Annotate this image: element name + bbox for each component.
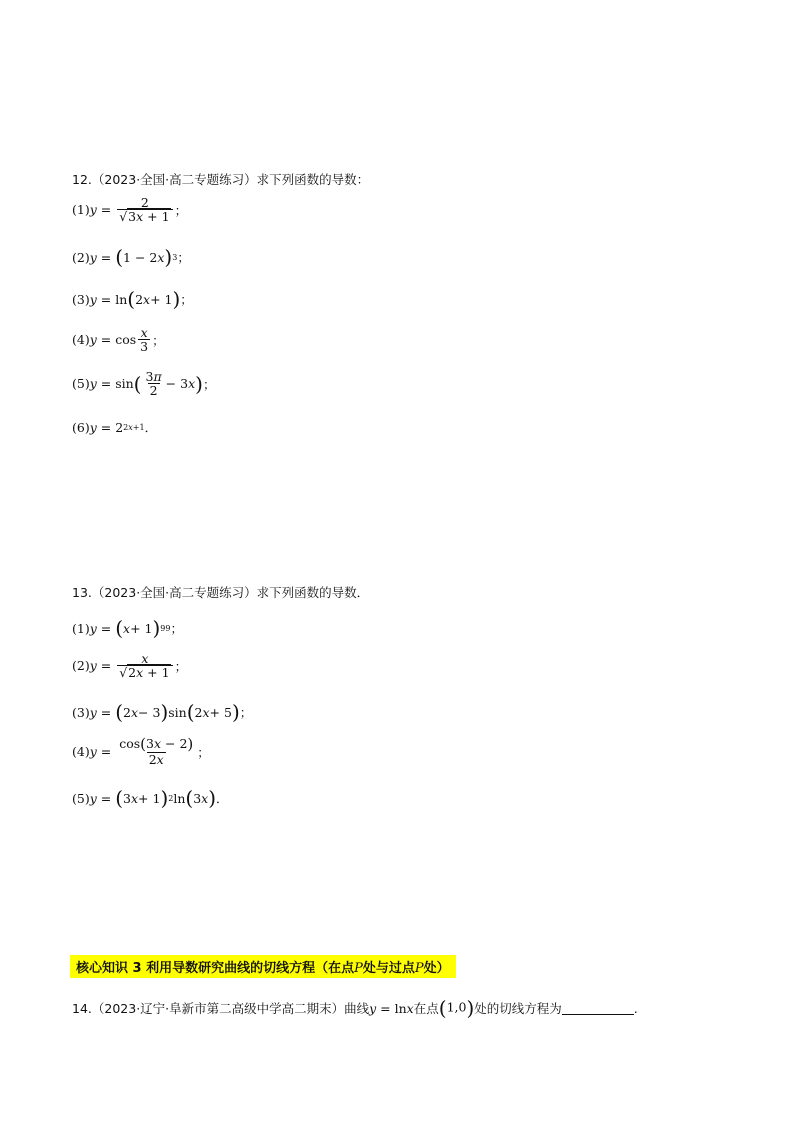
heading-point-1: P	[354, 961, 363, 976]
item-number: (6)	[72, 419, 90, 435]
item-number: (3)	[72, 291, 90, 307]
item-number: (2)	[72, 658, 90, 674]
q14-end: .	[633, 1000, 638, 1016]
question-12-title: 12.（2023·全国·高二专题练习）求下列函数的导数：	[72, 172, 370, 187]
item-number: (4)	[72, 332, 90, 348]
item-number: (1)	[72, 202, 90, 218]
q12-item-6: (6) y = 2 2x+1 ．	[72, 419, 158, 435]
q14-suffix: 处的切线方程为	[474, 1001, 562, 1016]
q12-item-1: (1) y = $\frac{2}{√3x + 1}$ ；	[72, 195, 188, 225]
q14-prefix: 14.（2023·辽宁·阜新市第二高级中学高二期末）曲线	[72, 1001, 370, 1016]
q12-item-5: (5) y = sin ( $\frac{3\pi}{2}$ − 3 x ) ；	[72, 369, 216, 399]
section-heading	[70, 955, 456, 978]
item-number: (3)	[72, 704, 90, 720]
heading-text-2: 处与过点	[362, 961, 415, 976]
q13-item-5: (5) y = ( 3 x + 1 ) 2 ln ( 3 x ) ．	[72, 786, 229, 810]
q12-item-2: (2) y = ( 1 − 2 x ) 3 ；	[72, 245, 190, 269]
question-13-title: 13.（2023·全国·高二专题练习）求下列函数的导数．	[72, 585, 370, 600]
item-number: (1)	[72, 620, 90, 636]
item-number: (2)	[72, 249, 90, 265]
q13-item-3: (3) y = ( 2 x − 3 ) sin ( 2 x + 5 ) ；	[72, 700, 253, 724]
q13-item-4: (4) y = $\frac{\cos(3x - 2)}{2x}$ ；	[72, 735, 210, 767]
item-number: (5)	[72, 376, 90, 392]
question-14: 14.（2023·辽宁·阜新市第二高级中学高二期末）曲线 y = lnx 在点 (1,0) 处的切线方程为 .	[72, 996, 638, 1020]
heading-text-3: 处）	[423, 961, 450, 976]
q14-mid: 在点	[413, 1001, 439, 1016]
q13-item-1: (1) y = ( x + 1 ) 99 ；	[72, 616, 183, 640]
answer-blank[interactable]	[562, 1002, 634, 1015]
q12-item-4: (4) y = cos $\frac{x}{3}$ ；	[72, 325, 165, 355]
item-number: (5)	[72, 790, 90, 806]
item-number: (4)	[72, 744, 90, 760]
q13-item-2: (2) y = $\frac{x}{√2x + 1}$ ；	[72, 651, 188, 681]
heading-text-1: 核心知识 3 利用导数研究曲线的切线方程（在点	[76, 961, 355, 976]
q12-item-3: (3) y = ln ( 2 x + 1 ) ；	[72, 287, 193, 311]
heading-point-2: P	[414, 961, 424, 976]
